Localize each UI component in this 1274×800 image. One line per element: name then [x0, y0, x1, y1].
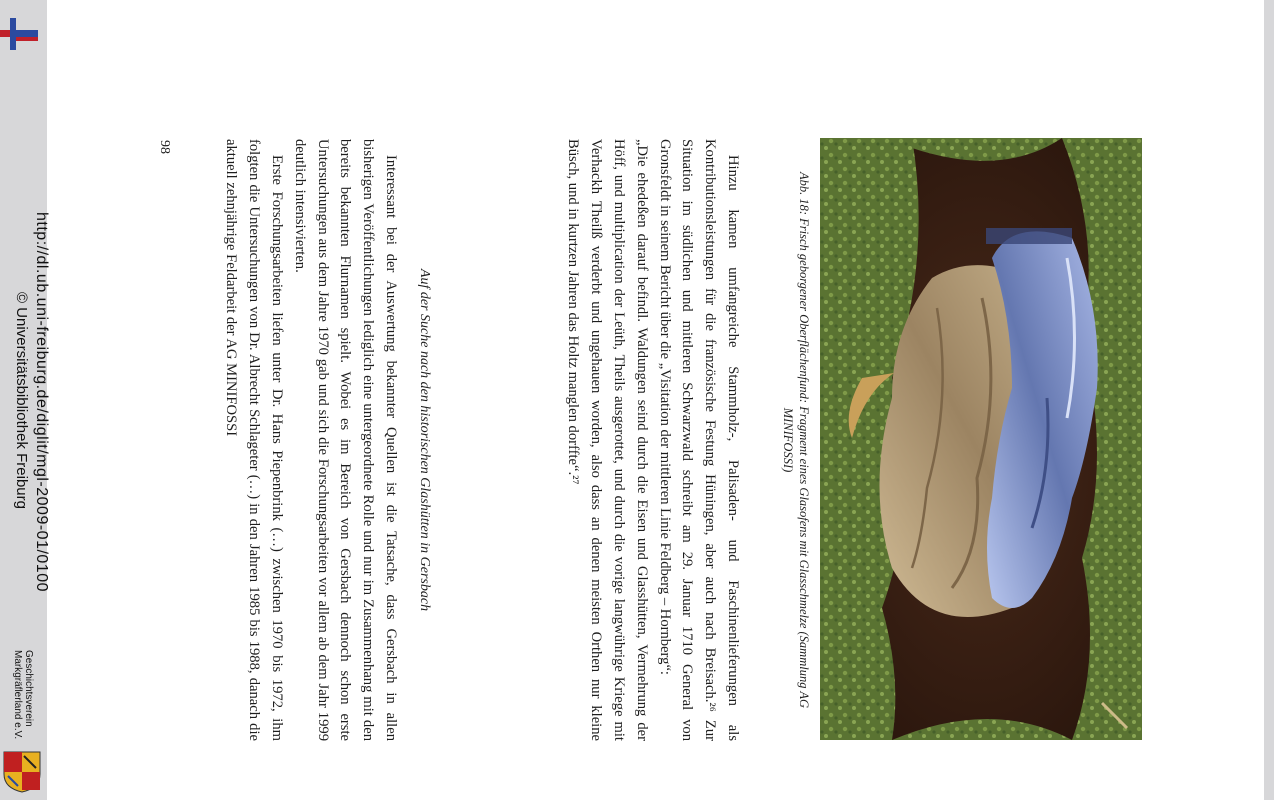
section-heading: Auf der Suche nach den historischen Glashütten in Gersbach — [417, 268, 432, 612]
figure-caption — [780, 160, 812, 720]
caption-label: Abb. 18: — [797, 171, 811, 216]
paragraph: Erste Forschungsarbeiten liefen unter Dr. Hans Piepenbrink (…) zwischen 1970 bis 1972, ihm folgten die Untersuchungen von Dr. Albrecht Schlageter (…) in den Jahren 1985 bis 1988, danach die aktuell zehnjährige Feldarbeit der AG MINIFOSSI — [223, 139, 286, 741]
body-text-lower — [220, 139, 402, 741]
body-text-upper — [562, 139, 744, 741]
caption-text: Frisch geborgener Oberflächenfund: Fragment eines Glasofens mit Glasschmelze (Sammlung AG MINIFOSSI) — [781, 218, 811, 709]
copyright-notice: © Universitätsbibliothek Freiburg — [13, 292, 30, 509]
paragraph: Hinzu kamen umfangreiche Stammholz-, Palisaden- und Faschinenlieferungen als Kontributionsleistungen für die französische Festung Hüningen, aber auch nach Breisach.²⁶ Zur Situation im südlichen und mittleren Schwarzwald schreibt am 29. Januar 1710 General von Gronsfeldt in seinem Bericht über die „Visitation der mittleren Linie Feldberg – Hornberg“: — [656, 139, 741, 741]
page-number: 98 — [157, 140, 172, 154]
document-url[interactable]: http://dl.ub.uni-freiburg.de/diglit/mgl-2009-01/0100 — [33, 212, 50, 592]
paragraph: Interessant bei der Auswertung bekannter Quellen ist die Tatsache, dass Gersbach in allen bisherigen Veröffentlichungen lediglich eine untergeordnete Rolle und nur im Zusammenhang mit den bereits bekannten Flurnamen spielt. Wobei es im Bereich von Gersbach dennoch schon erste Untersuchungen aus dem Jahre 1970 gab und sich die Forschungsarbeiten vor allem ab dem Jahr 1999 deutlich intensivierten. — [291, 139, 399, 741]
quotation: „Die ehedeßen darauf befindl. Waldungen seind durch die Eisen und Glasshütten, Vermehrung der Höff, und multiplication der Leüth, Theils ausgerottet, und durch die vorige langwührige Kriege mit Verhackh Theilß verderbt und ungehauen worden, also dass an denen meisten Orthen nur kleine Büsch, und in kurtzen Jahren das Holtz manglen dorffte“.²⁷ — [565, 139, 650, 741]
society-name: Geschichtsverein Markgräflerland e.V. — [12, 650, 34, 740]
glass-furnace-photo — [820, 138, 1142, 740]
